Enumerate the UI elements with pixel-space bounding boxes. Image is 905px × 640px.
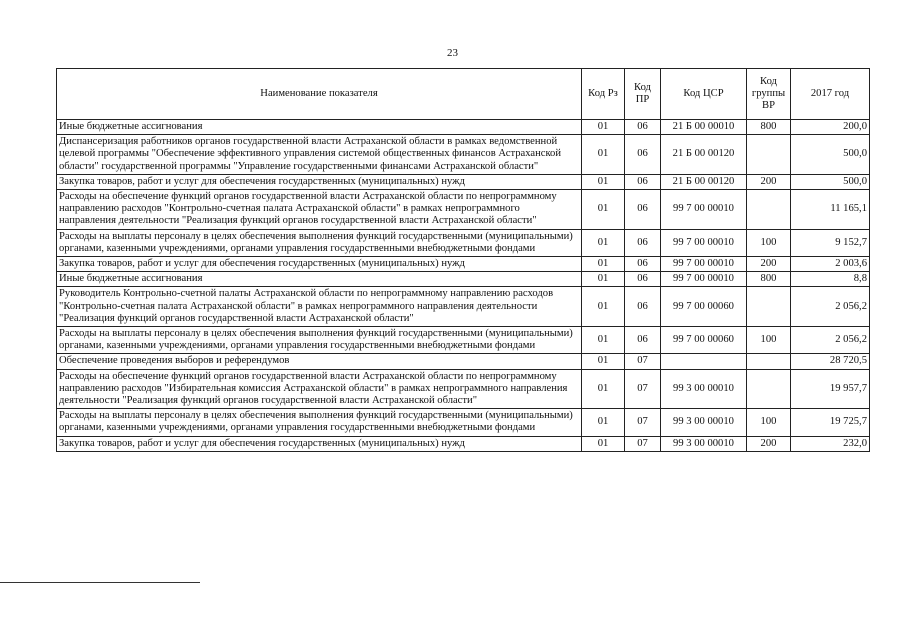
cell-vr: 200 [747,257,791,272]
cell-csr [661,354,747,369]
cell-csr: 21 Б 00 00120 [661,135,747,175]
table-row [57,287,870,327]
cell-amount: 232,0 [791,436,870,451]
cell-pr: 07 [625,409,661,436]
cell-vr [747,190,791,230]
table-row [57,257,870,272]
cell-name: Расходы на выплаты персоналу в целях обеспечения выполнения функций государственными (муниципальными) органами, казенными учреждениями, органами управления государственными внебюджетными фондами [57,409,582,436]
cell-rz: 01 [582,436,625,451]
cell-vr [747,287,791,327]
table-row [57,369,870,409]
cell-pr: 06 [625,287,661,327]
header-csr: Код ЦСР [661,69,747,120]
cell-vr: 100 [747,229,791,256]
cell-csr: 99 7 00 00010 [661,272,747,287]
cell-rz: 01 [582,409,625,436]
header-vr: Код группы ВР [747,69,791,120]
scan-artifact-line [0,582,200,583]
cell-amount: 2 003,6 [791,257,870,272]
table-row [57,327,870,354]
cell-vr: 200 [747,174,791,189]
table-row [57,135,870,175]
cell-vr: 800 [747,272,791,287]
cell-amount: 2 056,2 [791,327,870,354]
cell-name: Обеспечение проведения выборов и референдумов [57,354,582,369]
cell-csr: 99 7 00 00010 [661,257,747,272]
cell-rz: 01 [582,229,625,256]
cell-amount: 500,0 [791,174,870,189]
cell-rz: 01 [582,287,625,327]
table-header-row [57,69,870,120]
cell-amount: 500,0 [791,135,870,175]
cell-pr: 06 [625,174,661,189]
cell-name: Закупка товаров, работ и услуг для обеспечения государственных (муниципальных) нужд [57,436,582,451]
cell-pr: 06 [625,135,661,175]
table-row [57,272,870,287]
cell-amount: 8,8 [791,272,870,287]
header-name: Наименование показателя [57,69,582,120]
header-year: 2017 год [791,69,870,120]
table-row [57,174,870,189]
table-body [57,120,870,452]
cell-csr: 99 7 00 00060 [661,287,747,327]
cell-csr: 99 3 00 00010 [661,409,747,436]
cell-name: Расходы на обеспечение функций органов государственной власти Астраханской области по непрограммному направлению расходов "Контрольно-счетная палата Астраханской области" в рамках непрограммного направления деятельности "Реализация функций органов государственной власти Астраханской области" [57,190,582,230]
cell-vr [747,369,791,409]
cell-vr: 100 [747,327,791,354]
cell-pr: 06 [625,327,661,354]
cell-rz: 01 [582,257,625,272]
cell-amount: 9 152,7 [791,229,870,256]
cell-vr [747,135,791,175]
cell-amount: 11 165,1 [791,190,870,230]
header-rz: Код Рз [582,69,625,120]
cell-name: Закупка товаров, работ и услуг для обеспечения государственных (муниципальных) нужд [57,257,582,272]
cell-csr: 99 7 00 00060 [661,327,747,354]
cell-pr: 06 [625,229,661,256]
cell-vr: 800 [747,120,791,135]
cell-amount: 19 725,7 [791,409,870,436]
table-row [57,229,870,256]
page-number: 23 [447,47,458,59]
cell-rz: 01 [582,135,625,175]
table-row [57,190,870,230]
cell-pr: 07 [625,369,661,409]
cell-name: Иные бюджетные ассигнования [57,272,582,287]
cell-csr: 21 Б 00 00010 [661,120,747,135]
cell-rz: 01 [582,327,625,354]
cell-rz: 01 [582,369,625,409]
cell-csr: 99 3 00 00010 [661,369,747,409]
cell-name: Расходы на выплаты персоналу в целях обеспечения выполнения функций государственными (муниципальными) органами, казенными учреждениями, органами управления государственными внебюджетными фондами [57,229,582,256]
cell-pr: 06 [625,120,661,135]
budget-table [56,68,870,452]
table-row [57,409,870,436]
cell-rz: 01 [582,174,625,189]
table-row [57,354,870,369]
cell-rz: 01 [582,120,625,135]
cell-vr: 200 [747,436,791,451]
cell-name: Закупка товаров, работ и услуг для обеспечения государственных (муниципальных) нужд [57,174,582,189]
cell-name: Расходы на обеспечение функций органов государственной власти Астраханской области по непрограммному направлению расходов "Избирательная комиссия Астраханской области" в рамках непрограммного направления деятельности "Реализация функций органов государственной власти Астраханской области" [57,369,582,409]
cell-rz: 01 [582,190,625,230]
cell-name: Диспансеризация работников органов государственной власти Астраханской области в рамках ведомственной целевой программы "Обеспечение эффективного управления системой общественных финансов Астраханской области" государственной программы "Управление государственными финансами Астраханской области" [57,135,582,175]
cell-name: Иные бюджетные ассигнования [57,120,582,135]
cell-vr: 100 [747,409,791,436]
table-row [57,436,870,451]
cell-amount: 19 957,7 [791,369,870,409]
cell-rz: 01 [582,272,625,287]
cell-rz: 01 [582,354,625,369]
cell-pr: 06 [625,257,661,272]
cell-pr: 07 [625,354,661,369]
cell-amount: 200,0 [791,120,870,135]
cell-name: Руководитель Контрольно-счетной палаты Астраханской области по непрограммному направлению расходов "Контрольно-счетная палата Астраханской области" в рамках непрограммного направления деятельности "Реализация функций органов государственной власти Астраханской области" [57,287,582,327]
cell-pr: 06 [625,190,661,230]
cell-csr: 99 3 00 00010 [661,436,747,451]
cell-csr: 99 7 00 00010 [661,190,747,230]
cell-pr: 06 [625,272,661,287]
table-row [57,120,870,135]
cell-csr: 21 Б 00 00120 [661,174,747,189]
cell-csr: 99 7 00 00010 [661,229,747,256]
cell-amount: 2 056,2 [791,287,870,327]
cell-vr [747,354,791,369]
cell-pr: 07 [625,436,661,451]
cell-name: Расходы на выплаты персоналу в целях обеспечения выполнения функций государственными (муниципальными) органами, казенными учреждениями, органами управления государственными внебюджетными фондами [57,327,582,354]
header-pr: Код ПР [625,69,661,120]
cell-amount: 28 720,5 [791,354,870,369]
